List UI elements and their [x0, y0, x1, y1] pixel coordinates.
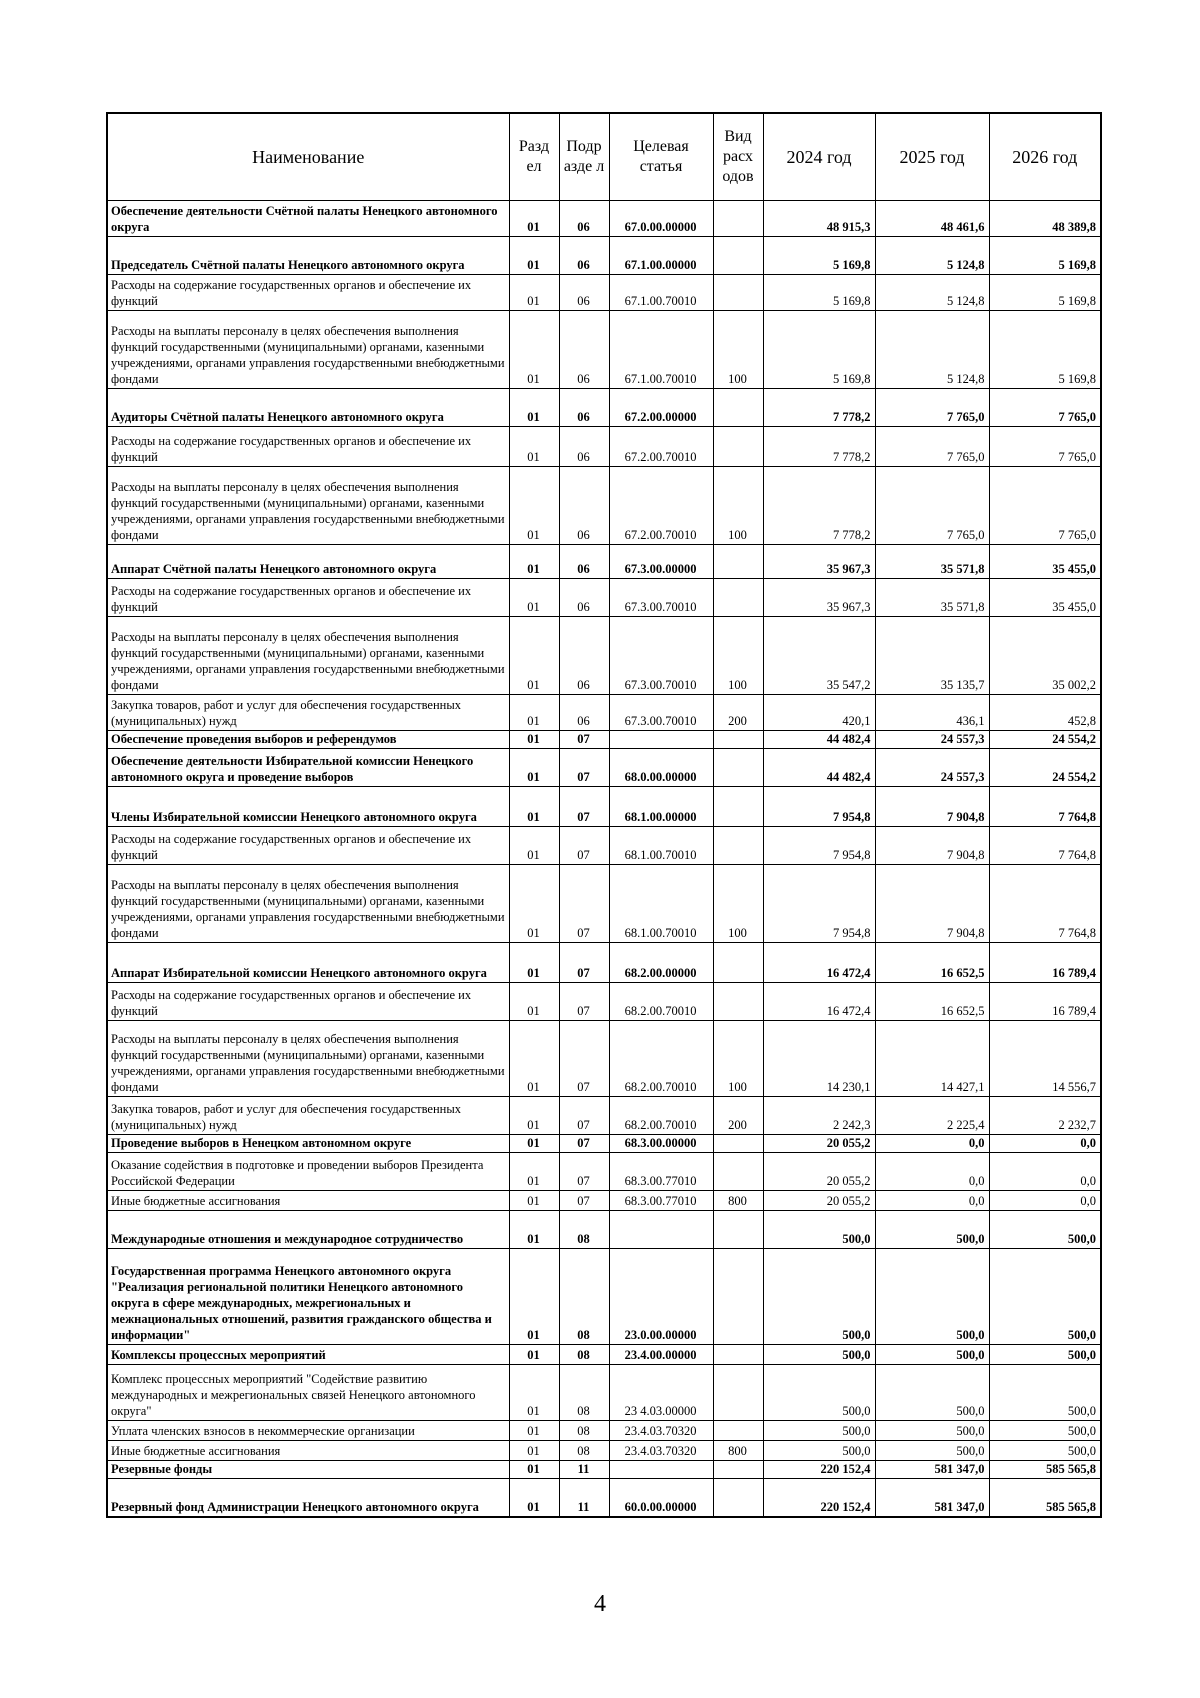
cell-name: Уплата членских взносов в некоммерческие организации — [107, 1421, 509, 1441]
cell-2025: 14 427,1 — [875, 1021, 989, 1097]
cell-name: Расходы на содержание государственных органов и обеспечение их функций — [107, 427, 509, 467]
cell-name: Аппарат Избирательной комиссии Ненецкого автономного округа — [107, 943, 509, 983]
table-body — [107, 201, 1101, 1517]
cell-2024: 35 967,3 — [763, 545, 875, 579]
cell-2026: 5 169,8 — [989, 237, 1101, 275]
cell-2025: 500,0 — [875, 1365, 989, 1421]
cell-target: 67.3.00.00000 — [609, 545, 713, 579]
cell-2026: 2 232,7 — [989, 1097, 1101, 1135]
cell-2026: 48 389,8 — [989, 201, 1101, 237]
cell-2026: 0,0 — [989, 1153, 1101, 1191]
cell-podrazdel: 07 — [559, 943, 609, 983]
cell-target: 68.0.00.00000 — [609, 749, 713, 787]
cell-name: Оказание содействия в подготовке и проведении выборов Президента Российской Федерации — [107, 1153, 509, 1191]
cell-name: Аудиторы Счётной палаты Ненецкого автономного округа — [107, 389, 509, 427]
cell-2026: 16 789,4 — [989, 943, 1101, 983]
cell-target: 68.1.00.70010 — [609, 865, 713, 943]
cell-target: 67.0.00.00000 — [609, 201, 713, 237]
cell-2026: 24 554,2 — [989, 749, 1101, 787]
cell-target: 23.4.03.70320 — [609, 1441, 713, 1461]
cell-razdel: 01 — [509, 467, 559, 545]
cell-2024: 35 547,2 — [763, 617, 875, 695]
cell-2026: 500,0 — [989, 1365, 1101, 1421]
cell-2026: 24 554,2 — [989, 731, 1101, 749]
cell-2024: 5 169,8 — [763, 275, 875, 311]
cell-podrazdel: 06 — [559, 427, 609, 467]
cell-2026: 35 455,0 — [989, 545, 1101, 579]
cell-2025: 24 557,3 — [875, 731, 989, 749]
cell-2025: 7 904,8 — [875, 827, 989, 865]
cell-target: 67.3.00.70010 — [609, 695, 713, 731]
page-number: 4 — [594, 1591, 606, 1617]
cell-kind — [713, 427, 763, 467]
cell-name: Расходы на выплаты персоналу в целях обеспечения выполнения функций государственными (муниципальными) органами, казенными учреждениями, органами управления государственными внебюджетными фондами — [107, 311, 509, 389]
cell-name: Расходы на выплаты персоналу в целях обеспечения выполнения функций государственными (муниципальными) органами, казенными учреждениями, органами управления государственными внебюджетными фондами — [107, 1021, 509, 1097]
cell-target: 67.3.00.70010 — [609, 579, 713, 617]
cell-2024: 5 169,8 — [763, 237, 875, 275]
cell-2026: 7 764,8 — [989, 787, 1101, 827]
cell-2024: 500,0 — [763, 1211, 875, 1249]
cell-target: 23.4.00.00000 — [609, 1345, 713, 1365]
table-row — [107, 1249, 1101, 1345]
cell-name: Комплекс процессных мероприятий "Содействие развитию международных и межрегиональных связей Ненецкого автономного округа" — [107, 1365, 509, 1421]
table-row — [107, 201, 1101, 237]
cell-target: 67.2.00.70010 — [609, 427, 713, 467]
cell-razdel: 01 — [509, 427, 559, 467]
cell-kind — [713, 201, 763, 237]
cell-2024: 420,1 — [763, 695, 875, 731]
table-row — [107, 1097, 1101, 1135]
cell-kind: 800 — [713, 1441, 763, 1461]
cell-kind — [713, 1461, 763, 1479]
cell-podrazdel: 06 — [559, 545, 609, 579]
cell-2025: 7 765,0 — [875, 427, 989, 467]
cell-name: Закупка товаров, работ и услуг для обеспечения государственных (муниципальных) нужд — [107, 695, 509, 731]
table-row — [107, 579, 1101, 617]
cell-podrazdel: 06 — [559, 467, 609, 545]
table-row — [107, 1021, 1101, 1097]
cell-2024: 35 967,3 — [763, 579, 875, 617]
cell-kind — [713, 943, 763, 983]
cell-name: Иные бюджетные ассигнования — [107, 1191, 509, 1211]
cell-2024: 7 954,8 — [763, 827, 875, 865]
cell-2026: 500,0 — [989, 1441, 1101, 1461]
cell-podrazdel: 06 — [559, 579, 609, 617]
table-row — [107, 1461, 1101, 1479]
cell-target: 67.1.00.70010 — [609, 275, 713, 311]
cell-2024: 7 954,8 — [763, 787, 875, 827]
cell-2024: 7 778,2 — [763, 389, 875, 427]
cell-razdel: 01 — [509, 943, 559, 983]
cell-2026: 500,0 — [989, 1421, 1101, 1441]
cell-razdel: 01 — [509, 787, 559, 827]
cell-razdel: 01 — [509, 1153, 559, 1191]
cell-razdel: 01 — [509, 1249, 559, 1345]
cell-2024: 44 482,4 — [763, 749, 875, 787]
cell-2025: 16 652,5 — [875, 943, 989, 983]
table-row — [107, 1211, 1101, 1249]
cell-razdel: 01 — [509, 1345, 559, 1365]
cell-razdel: 01 — [509, 311, 559, 389]
table-row — [107, 545, 1101, 579]
cell-name: Расходы на содержание государственных органов и обеспечение их функций — [107, 827, 509, 865]
cell-kind: 100 — [713, 467, 763, 545]
cell-name: Проведение выборов в Ненецком автономном округе — [107, 1135, 509, 1153]
cell-2026: 16 789,4 — [989, 983, 1101, 1021]
cell-kind — [713, 1135, 763, 1153]
cell-razdel: 01 — [509, 1461, 559, 1479]
cell-target — [609, 1211, 713, 1249]
cell-name: Расходы на содержание государственных органов и обеспечение их функций — [107, 579, 509, 617]
cell-podrazdel: 07 — [559, 749, 609, 787]
cell-kind: 100 — [713, 1021, 763, 1097]
cell-podrazdel: 11 — [559, 1479, 609, 1517]
cell-target: 68.3.00.00000 — [609, 1135, 713, 1153]
cell-name: Обеспечение деятельности Счётной палаты Ненецкого автономного округа — [107, 201, 509, 237]
cell-target — [609, 731, 713, 749]
cell-podrazdel: 06 — [559, 389, 609, 427]
cell-2025: 436,1 — [875, 695, 989, 731]
cell-2025: 5 124,8 — [875, 237, 989, 275]
cell-2026: 500,0 — [989, 1345, 1101, 1365]
cell-podrazdel: 08 — [559, 1441, 609, 1461]
cell-name: Председатель Счётной палаты Ненецкого автономного округа — [107, 237, 509, 275]
cell-2024: 16 472,4 — [763, 983, 875, 1021]
table-row — [107, 1479, 1101, 1517]
table-row — [107, 1365, 1101, 1421]
cell-podrazdel: 07 — [559, 1191, 609, 1211]
cell-target: 60.0.00.00000 — [609, 1479, 713, 1517]
cell-2025: 0,0 — [875, 1191, 989, 1211]
cell-name: Закупка товаров, работ и услуг для обеспечения государственных (муниципальных) нужд — [107, 1097, 509, 1135]
cell-podrazdel: 08 — [559, 1211, 609, 1249]
cell-2024: 500,0 — [763, 1249, 875, 1345]
cell-2025: 5 124,8 — [875, 311, 989, 389]
cell-podrazdel: 11 — [559, 1461, 609, 1479]
table-row — [107, 827, 1101, 865]
cell-2026: 0,0 — [989, 1135, 1101, 1153]
table-row — [107, 1345, 1101, 1365]
cell-2024: 20 055,2 — [763, 1135, 875, 1153]
cell-podrazdel: 07 — [559, 1153, 609, 1191]
cell-2024: 20 055,2 — [763, 1153, 875, 1191]
header-2025: 2025 год — [875, 113, 989, 201]
table-row — [107, 1153, 1101, 1191]
cell-name: Расходы на выплаты персоналу в целях обеспечения выполнения функций государственными (муниципальными) органами, казенными учреждениями, органами управления государственными внебюджетными фондами — [107, 467, 509, 545]
cell-podrazdel: 06 — [559, 695, 609, 731]
cell-razdel: 01 — [509, 731, 559, 749]
cell-2024: 220 152,4 — [763, 1479, 875, 1517]
cell-kind: 800 — [713, 1191, 763, 1211]
table-row — [107, 983, 1101, 1021]
cell-razdel: 01 — [509, 1021, 559, 1097]
cell-2024: 5 169,8 — [763, 311, 875, 389]
cell-2025: 35 571,8 — [875, 545, 989, 579]
cell-2024: 20 055,2 — [763, 1191, 875, 1211]
cell-2024: 44 482,4 — [763, 731, 875, 749]
table-row — [107, 1191, 1101, 1211]
cell-target: 67.1.00.70010 — [609, 311, 713, 389]
table-row — [107, 427, 1101, 467]
cell-kind — [713, 275, 763, 311]
cell-razdel: 01 — [509, 865, 559, 943]
cell-name: Обеспечение проведения выборов и референдумов — [107, 731, 509, 749]
cell-podrazdel: 07 — [559, 731, 609, 749]
table-row — [107, 1441, 1101, 1461]
cell-kind — [713, 827, 763, 865]
cell-razdel: 01 — [509, 1441, 559, 1461]
cell-kind — [713, 1479, 763, 1517]
header-2026: 2026 год — [989, 113, 1101, 201]
cell-kind: 100 — [713, 311, 763, 389]
cell-2025: 581 347,0 — [875, 1479, 989, 1517]
cell-name: Государственная программа Ненецкого автономного округа "Реализация региональной политики Ненецкого автономного округа в сфере международных, межрегиональных и межнациональных отношений, развития гражданского общества и информации" — [107, 1249, 509, 1345]
cell-podrazdel: 08 — [559, 1421, 609, 1441]
cell-2026: 35 455,0 — [989, 579, 1101, 617]
cell-name: Международные отношения и международное сотрудничество — [107, 1211, 509, 1249]
cell-podrazdel: 06 — [559, 237, 609, 275]
cell-razdel: 01 — [509, 1365, 559, 1421]
cell-name: Обеспечение деятельности Избирательной комиссии Ненецкого автономного округа и проведение выборов — [107, 749, 509, 787]
cell-podrazdel: 07 — [559, 1021, 609, 1097]
cell-2025: 7 765,0 — [875, 389, 989, 427]
cell-kind — [713, 731, 763, 749]
cell-2025: 500,0 — [875, 1345, 989, 1365]
cell-name: Резервные фонды — [107, 1461, 509, 1479]
cell-name: Расходы на выплаты персоналу в целях обеспечения выполнения функций государственными (муниципальными) органами, казенными учреждениями, органами управления государственными внебюджетными фондами — [107, 617, 509, 695]
cell-kind: 200 — [713, 695, 763, 731]
cell-name: Расходы на содержание государственных органов и обеспечение их функций — [107, 275, 509, 311]
cell-target: 23.4.03.70320 — [609, 1421, 713, 1441]
cell-podrazdel: 07 — [559, 983, 609, 1021]
cell-2025: 500,0 — [875, 1441, 989, 1461]
cell-2024: 500,0 — [763, 1345, 875, 1365]
cell-razdel: 01 — [509, 1191, 559, 1211]
cell-2024: 2 242,3 — [763, 1097, 875, 1135]
cell-2026: 35 002,2 — [989, 617, 1101, 695]
cell-2025: 0,0 — [875, 1135, 989, 1153]
table-row — [107, 467, 1101, 545]
cell-2025: 16 652,5 — [875, 983, 989, 1021]
cell-podrazdel: 08 — [559, 1365, 609, 1421]
cell-2026: 5 169,8 — [989, 311, 1101, 389]
cell-target: 68.2.00.70010 — [609, 1021, 713, 1097]
cell-kind — [713, 579, 763, 617]
cell-2024: 16 472,4 — [763, 943, 875, 983]
cell-target: 68.3.00.77010 — [609, 1191, 713, 1211]
cell-kind — [713, 1345, 763, 1365]
cell-2026: 5 169,8 — [989, 275, 1101, 311]
cell-name: Расходы на содержание государственных органов и обеспечение их функций — [107, 983, 509, 1021]
table-row — [107, 1421, 1101, 1441]
cell-name: Резервный фонд Администрации Ненецкого автономного округа — [107, 1479, 509, 1517]
cell-target: 67.2.00.70010 — [609, 467, 713, 545]
table-row — [107, 749, 1101, 787]
table-row — [107, 865, 1101, 943]
table-row — [107, 731, 1101, 749]
cell-podrazdel: 08 — [559, 1345, 609, 1365]
cell-2025: 0,0 — [875, 1153, 989, 1191]
table-row — [107, 275, 1101, 311]
cell-target: 67.3.00.70010 — [609, 617, 713, 695]
header-2024: 2024 год — [763, 113, 875, 201]
budget-table — [106, 112, 1102, 1518]
cell-name: Иные бюджетные ассигнования — [107, 1441, 509, 1461]
cell-2024: 500,0 — [763, 1421, 875, 1441]
cell-podrazdel: 06 — [559, 617, 609, 695]
cell-target: 67.2.00.00000 — [609, 389, 713, 427]
cell-target: 23 4.03.00000 — [609, 1365, 713, 1421]
header-target: Целевая статья — [609, 113, 713, 201]
cell-2025: 7 904,8 — [875, 787, 989, 827]
cell-2026: 500,0 — [989, 1211, 1101, 1249]
cell-target: 68.1.00.00000 — [609, 787, 713, 827]
cell-2025: 581 347,0 — [875, 1461, 989, 1479]
cell-kind — [713, 1211, 763, 1249]
cell-kind — [713, 787, 763, 827]
table-row — [107, 311, 1101, 389]
cell-razdel: 01 — [509, 827, 559, 865]
header-row — [107, 113, 1101, 201]
cell-kind — [713, 545, 763, 579]
cell-razdel: 01 — [509, 579, 559, 617]
cell-2026: 0,0 — [989, 1191, 1101, 1211]
cell-kind — [713, 1249, 763, 1345]
cell-name: Расходы на выплаты персоналу в целях обеспечения выполнения функций государственными (муниципальными) органами, казенными учреждениями, органами управления государственными внебюджетными фондами — [107, 865, 509, 943]
cell-2025: 48 461,6 — [875, 201, 989, 237]
cell-razdel: 01 — [509, 695, 559, 731]
cell-2026: 7 764,8 — [989, 827, 1101, 865]
cell-razdel: 01 — [509, 1211, 559, 1249]
cell-podrazdel: 07 — [559, 865, 609, 943]
cell-2024: 7 954,8 — [763, 865, 875, 943]
cell-2025: 35 571,8 — [875, 579, 989, 617]
cell-razdel: 01 — [509, 1097, 559, 1135]
cell-2025: 35 135,7 — [875, 617, 989, 695]
cell-podrazdel: 08 — [559, 1249, 609, 1345]
cell-razdel: 01 — [509, 237, 559, 275]
cell-razdel: 01 — [509, 545, 559, 579]
cell-kind — [713, 1153, 763, 1191]
cell-2024: 500,0 — [763, 1365, 875, 1421]
table-row — [107, 1135, 1101, 1153]
cell-razdel: 01 — [509, 749, 559, 787]
cell-razdel: 01 — [509, 389, 559, 427]
cell-kind — [713, 237, 763, 275]
cell-kind: 200 — [713, 1097, 763, 1135]
cell-2025: 5 124,8 — [875, 275, 989, 311]
cell-razdel: 01 — [509, 617, 559, 695]
cell-kind — [713, 749, 763, 787]
table-row — [107, 617, 1101, 695]
cell-podrazdel: 06 — [559, 275, 609, 311]
table-row — [107, 389, 1101, 427]
cell-name: Члены Избирательной комиссии Ненецкого автономного округа — [107, 787, 509, 827]
cell-razdel: 01 — [509, 1479, 559, 1517]
header-razdel: Разд ел — [509, 113, 559, 201]
cell-2025: 500,0 — [875, 1249, 989, 1345]
cell-2026: 500,0 — [989, 1249, 1101, 1345]
cell-kind — [713, 1365, 763, 1421]
cell-kind — [713, 389, 763, 427]
cell-2026: 14 556,7 — [989, 1021, 1101, 1097]
cell-2025: 500,0 — [875, 1211, 989, 1249]
cell-razdel: 01 — [509, 1421, 559, 1441]
cell-name: Аппарат Счётной палаты Ненецкого автономного округа — [107, 545, 509, 579]
cell-2026: 7 765,0 — [989, 427, 1101, 467]
cell-target: 68.3.00.77010 — [609, 1153, 713, 1191]
cell-2024: 48 915,3 — [763, 201, 875, 237]
cell-target: 68.1.00.70010 — [609, 827, 713, 865]
cell-podrazdel: 07 — [559, 827, 609, 865]
cell-2025: 24 557,3 — [875, 749, 989, 787]
cell-razdel: 01 — [509, 1135, 559, 1153]
table-row — [107, 943, 1101, 983]
cell-razdel: 01 — [509, 983, 559, 1021]
cell-target: 68.2.00.70010 — [609, 983, 713, 1021]
cell-2026: 585 565,8 — [989, 1461, 1101, 1479]
cell-2025: 500,0 — [875, 1421, 989, 1441]
cell-podrazdel: 07 — [559, 787, 609, 827]
cell-2026: 7 764,8 — [989, 865, 1101, 943]
cell-2024: 500,0 — [763, 1441, 875, 1461]
cell-2026: 452,8 — [989, 695, 1101, 731]
cell-2024: 220 152,4 — [763, 1461, 875, 1479]
cell-kind: 100 — [713, 617, 763, 695]
cell-2026: 7 765,0 — [989, 467, 1101, 545]
cell-podrazdel: 07 — [559, 1097, 609, 1135]
table-row — [107, 695, 1101, 731]
cell-razdel: 01 — [509, 201, 559, 237]
cell-target: 68.2.00.00000 — [609, 943, 713, 983]
cell-podrazdel: 07 — [559, 1135, 609, 1153]
cell-razdel: 01 — [509, 275, 559, 311]
cell-podrazdel: 06 — [559, 311, 609, 389]
cell-target: 68.2.00.70010 — [609, 1097, 713, 1135]
cell-2025: 7 765,0 — [875, 467, 989, 545]
cell-kind — [713, 983, 763, 1021]
cell-2026: 585 565,8 — [989, 1479, 1101, 1517]
cell-podrazdel: 06 — [559, 201, 609, 237]
cell-kind — [713, 1421, 763, 1441]
table-row — [107, 237, 1101, 275]
header-kind: Вид расх одов — [713, 113, 763, 201]
cell-target: 23.0.00.00000 — [609, 1249, 713, 1345]
header-name: Наименование — [107, 113, 509, 201]
cell-2024: 14 230,1 — [763, 1021, 875, 1097]
cell-2026: 7 765,0 — [989, 389, 1101, 427]
cell-2024: 7 778,2 — [763, 467, 875, 545]
cell-kind: 100 — [713, 865, 763, 943]
cell-name: Комплексы процессных мероприятий — [107, 1345, 509, 1365]
cell-2024: 7 778,2 — [763, 427, 875, 467]
header-podrazdel: Подр азде л — [559, 113, 609, 201]
cell-2025: 2 225,4 — [875, 1097, 989, 1135]
table-row — [107, 787, 1101, 827]
cell-target: 67.1.00.00000 — [609, 237, 713, 275]
cell-target — [609, 1461, 713, 1479]
cell-2025: 7 904,8 — [875, 865, 989, 943]
